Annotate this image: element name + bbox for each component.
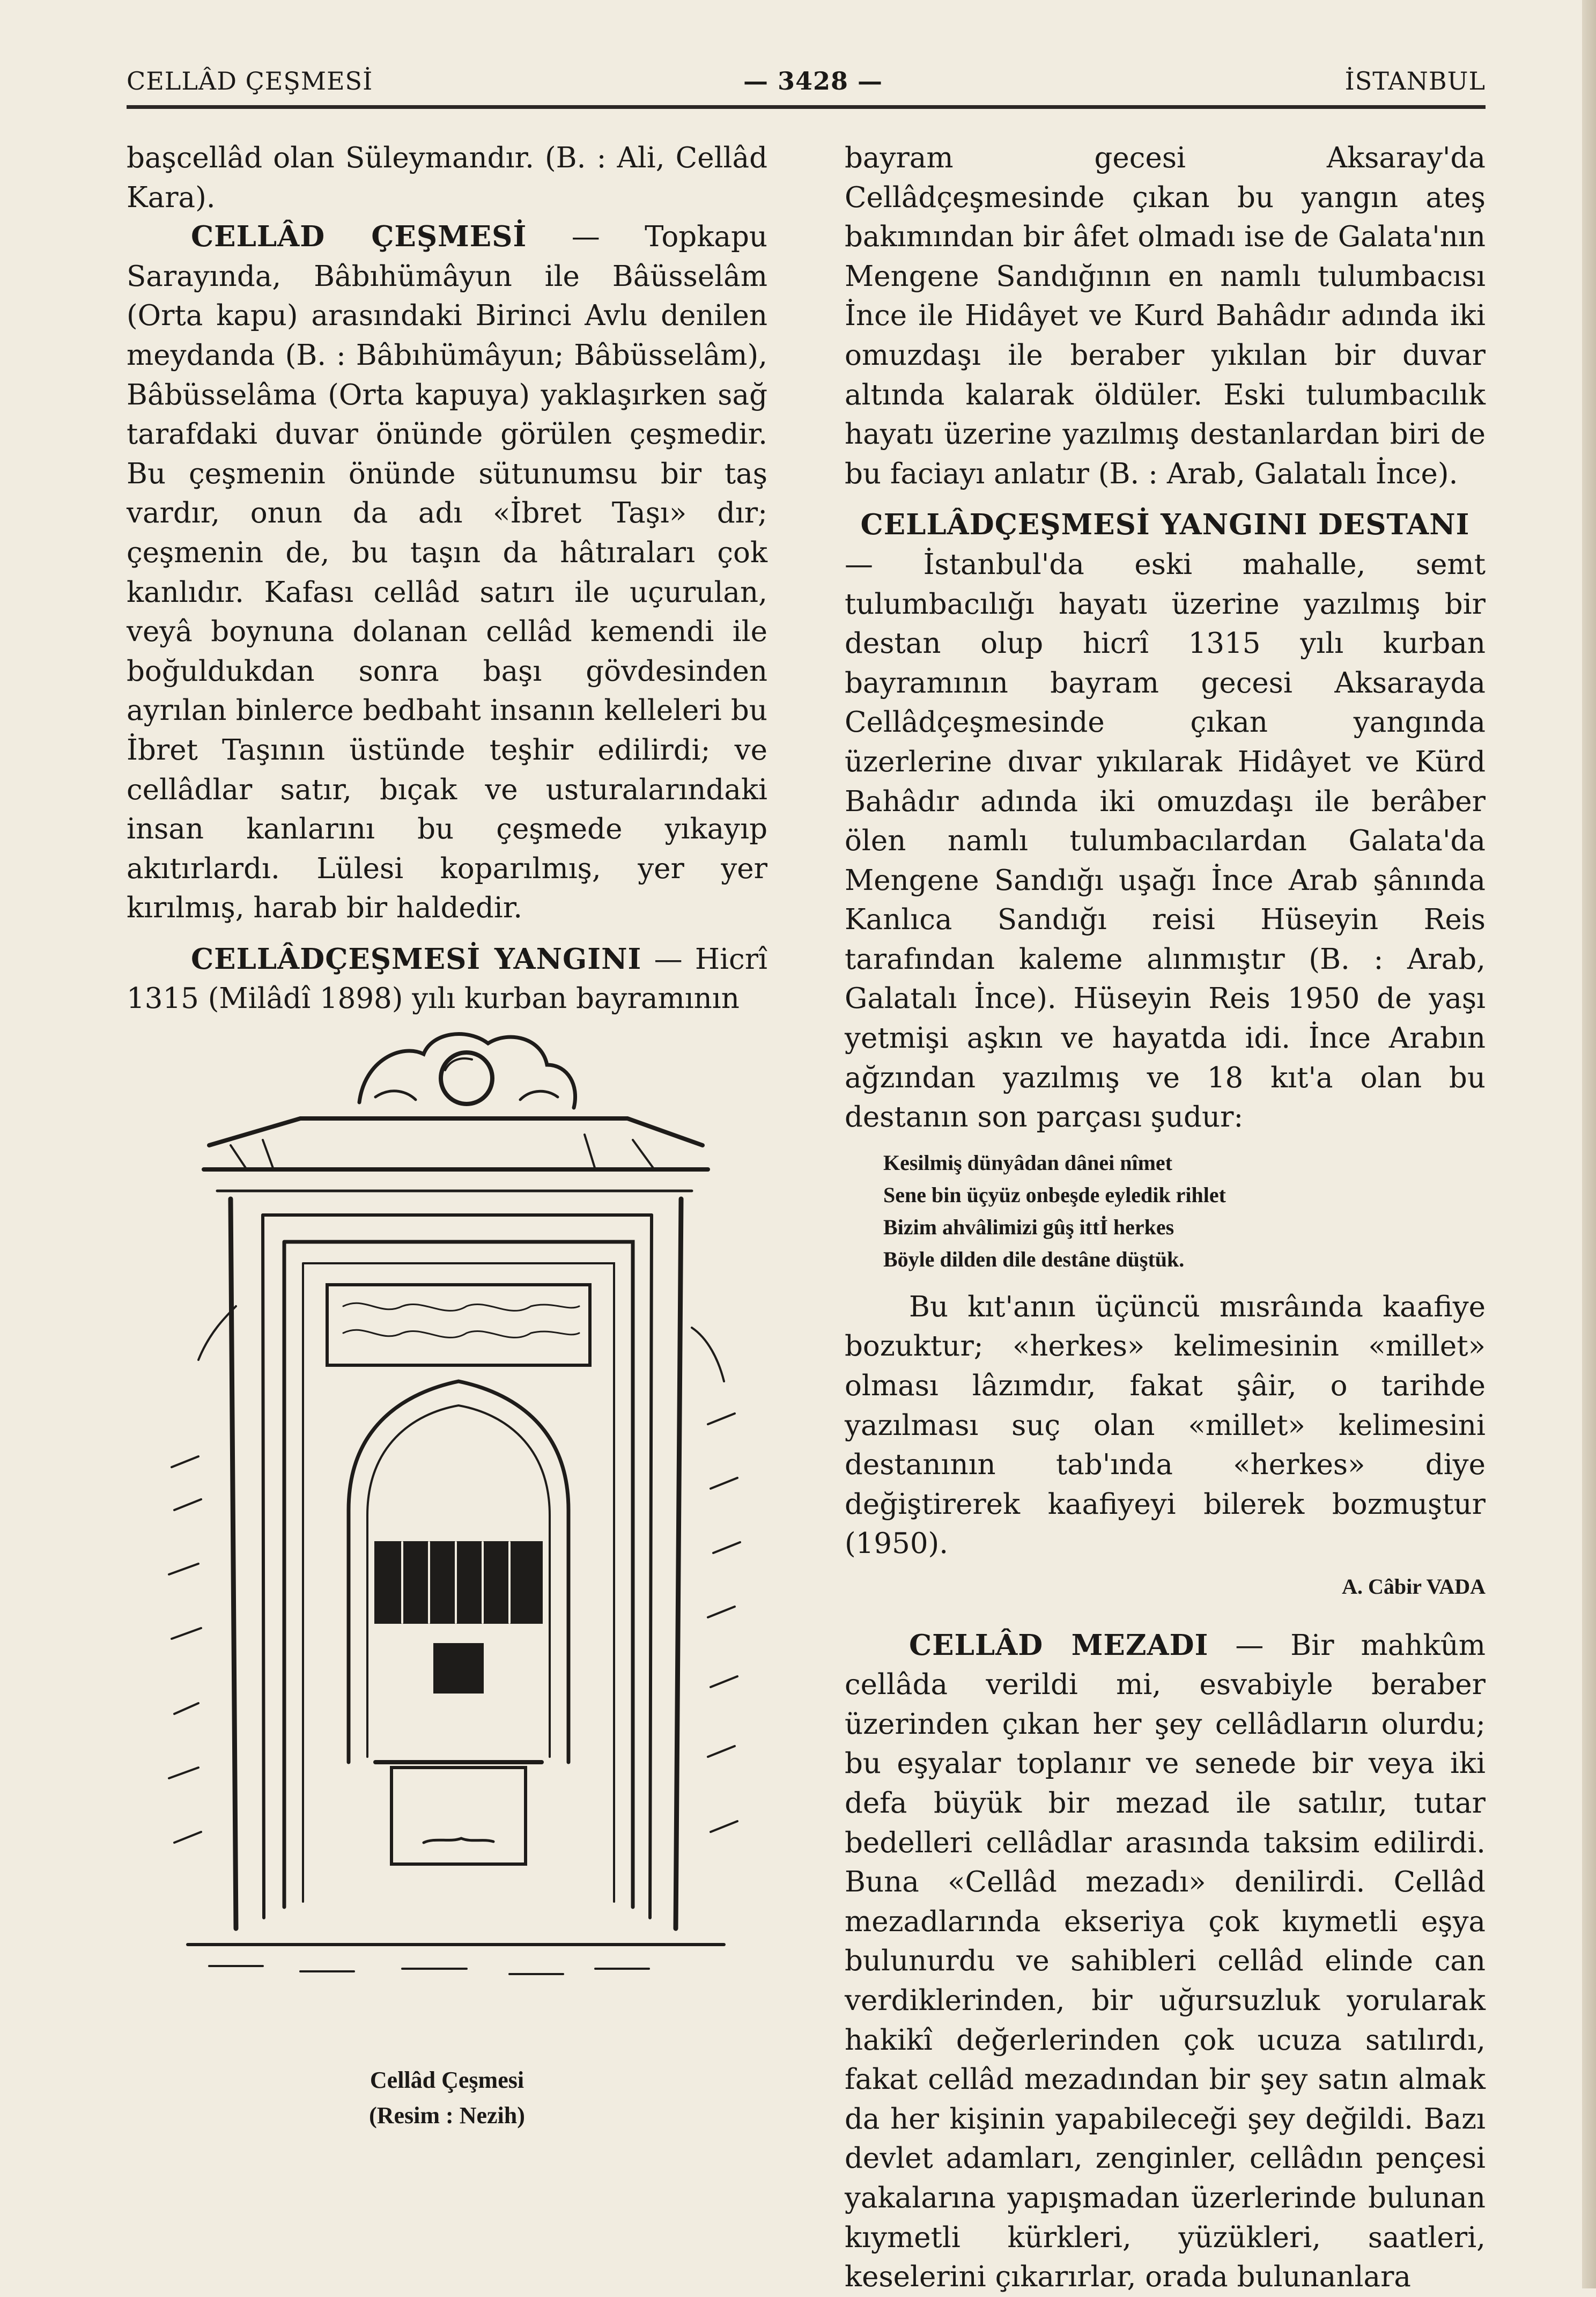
poem-line: Bizim ahvâlimizi gûş ittİ herkes — [883, 1214, 1174, 1239]
header-left-title: CELLÂD ÇEŞMESİ — [127, 67, 373, 95]
page-edge — [1582, 0, 1596, 2288]
caption-title: Cellâd Çeşmesi — [370, 2067, 524, 2093]
header-rule — [127, 105, 1486, 109]
entry-cellad-mezadi — [845, 1626, 1486, 2297]
destan-paragraph: — İstanbul'da eski mahalle, semt tulumbacılığı hayatı üzerine yazılmış bir destan olup hicrî 1315 yılı kurban bayramının bayram gecesi Aksarayda Cellâdçeşmesinde çıkan yangında üzerlerine dıvar yıkılarak Hidâyet ve Kürd Bahâdır adında iki omuzdaşı ile berâber ölen namlı tulumbacılardan Galata'da Mengene Sandığı uşağı İnce Arab şânında Kanlıca Sandığı reisi Hüseyin Reis tarafından kaleme alınmıştır (B. : Arab, Galatalı İnce). Hüseyin Reis 1950 de yaşı yetmişi aşkın ve hayatda idi. İnce Arabın ağzından yazılmış ve 18 kıt'a olan bu destanın son parçası şudur: — [845, 548, 1486, 1134]
fountain-illustration — [123, 984, 783, 2095]
entry-body: — Bir mahkûm cellâda verildi mi, esvabiyle beraber üzerinden çıkan her şey cellâdların olurdu; bu eşyalar toplanır ve senede bir veya iki defa büyük bir mezad ile satılır, tutar bedelleri cellâdlar arasında taksim edilirdi. Buna «Cellâd mezadı» denilirdi. Cellâd mezadlarında ekseriya çok kıymetli eşya bulunurdu ve sahibleri cellâd elinde can verdiklerinden, bir uğursuzluk yorularak hakikî değerlerinden çok ucuza satılırdı, fakat cellâd mezadından bir şey satın almak da her kişinin yapabileceği şey değildi. Bazı devlet adamları, zenginler, cellâdın pençesi yakalarına yapışmadan üzerlerinde bulunan kıymetli kürkleri, yüzükleri, saatleri, keselerini çıkarırlar, orada bulunanlara — [845, 1629, 1486, 2294]
entry-celLad-cesmesi — [127, 217, 767, 928]
entry-body: — Hicrî 1315 (Milâdî 1898) yılı kurban bayramının — [127, 943, 767, 1015]
left-paragraph-1: başcellâd olan Süleymandır. (B. : Ali, Cellâd Kara). — [127, 142, 767, 214]
caption-credit: (Resim : Nezih) — [369, 2102, 525, 2129]
poem-line: Kesilmiş dünyâdan dânei nîmet — [883, 1150, 1173, 1175]
poem-commentary: Bu kıt'anın üçüncü mısrâında kaafiye bozuktur; «herkes» kelimesinin «millet» olması lâzımdır, fakat şâir, o tarihde yazılması suç olan «millet» kelimesini destanının tab'ında «herkes» diye değiştirerek kaafiyeyi bilerek bozmuştur (1950). — [845, 1290, 1486, 1560]
figure-caption — [127, 2063, 767, 2133]
author-signature: A. Câbir VADA — [1342, 1574, 1486, 1599]
entry-heading: CELLÂDÇEŞMESİ YANGINI — [191, 942, 642, 976]
entry-heading: CELLÂD MEZADI — [909, 1628, 1209, 1662]
left-column — [127, 138, 767, 1019]
poem-line: Böyle dilden dile destâne düştük. — [883, 1247, 1185, 1271]
header-right-title: İSTANBUL — [1344, 67, 1486, 95]
running-head — [127, 63, 1486, 106]
right-column — [845, 138, 1486, 2297]
poem-stanza — [883, 1147, 1486, 1276]
entry-heading: CELLÂD ÇEŞMESİ — [191, 220, 527, 254]
fountain-drawing — [123, 984, 783, 2057]
destan-heading: CELLÂDÇEŞMESİ YANGINI DESTANI — [860, 508, 1470, 542]
entry-body: — Topkapu Sarayında, Bâbıhümâyun ile Bâüsselâm (Orta kapu) arasındaki Birinci Avlu denilen meydanda (B. : Bâbıhümâyun; Bâbüsselâm), Bâbüsselâma (Orta kapuya) yaklaşırken sağ tarafdaki duvar önünde görülen çeşmedir. Bu çeşmenin önünde sütunumsu bir taş vardır, onun da adı «İbret Taşı» dır; çeşmenin de, bu taşın da hâtıraları çok kanlıdır. Kafası cellâd satırı ile uçurulan, veyâ boynuna dolanan cellâd kemendi ile boğuldukdan sonra başı gövdesinden ayrılan binlerce bedbaht insanın kelleleri bu İbret Taşının üstünde teşhir edilirdi; ve cellâdlar satır, bıçak ve usturalarındaki insan kanlarını bu çeşmede yıkayıp akıtırlardı. Lülesi koparılmış, yer yer kırılmış, harab bir haldedir. — [127, 220, 767, 925]
page-number: — 3428 — — [743, 67, 883, 95]
right-paragraph-1: bayram gecesi Aksaray'da Cellâdçeşmesinde çıkan bu yangın ateş bakımından bir âfet olmadı ise de Galata'nın Mengene Sandığının en namlı tulumbacısı İnce ile Hidâyet ve Kurd Bahâdır adında iki omuzdaşı ile beraber yıkılan bir duvar altında kalarak öldüler. Eski tulumbacılık hayatı üzerine yazılmış destanlardan biri de bu faciayı anlatır (B. : Arab, Galatalı İnce). — [845, 142, 1486, 490]
poem-line: Sene bin üçyüz onbeşde eyledik rihlet — [883, 1182, 1226, 1207]
